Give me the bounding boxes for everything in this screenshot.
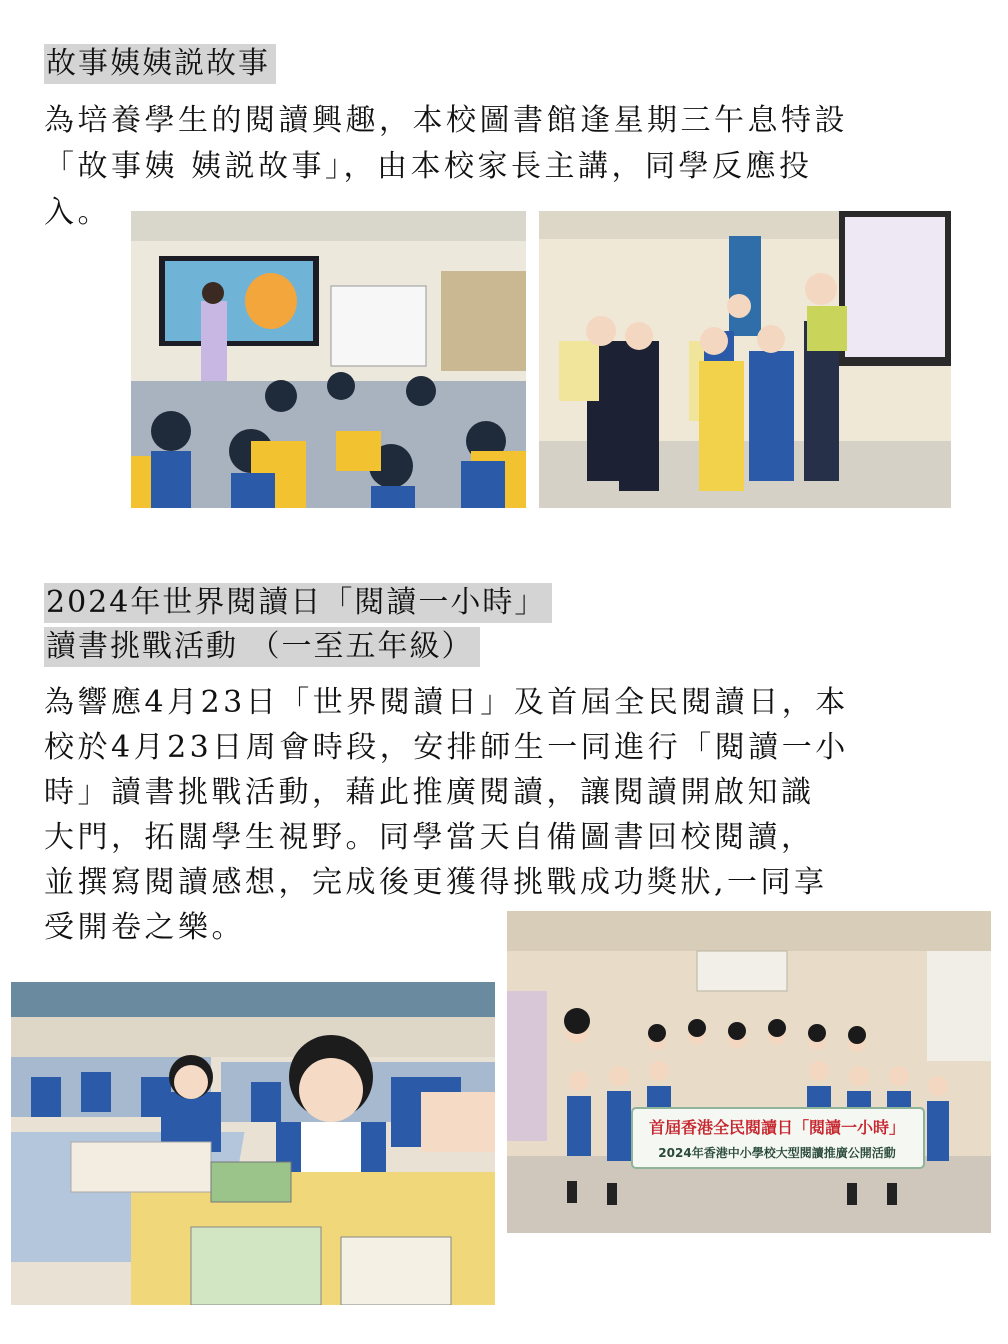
banner-subtitle: 2024年香港中小學校大型閱讀推廣公開活動 [658,1146,896,1160]
paragraph-line: 受開卷之樂。 [44,910,245,945]
reading-day-paragraph [44,680,984,950]
paragraph-line: 時」讀書挑戰活動，藉此推廣閱讀，讓閱讀開啟知識 [44,775,815,810]
paragraph-line: 並撰寫閱讀感想，完成後更獲得挑戰成功獎狀,一同享 [44,865,828,900]
section-heading-reading-day: 2024年世界閱讀日「閱讀一小時」 [44,583,552,623]
photo-reading-day-group [507,911,991,1233]
paragraph-line: 校於4月23日周會時段，安排師生一同進行「閱讀一小 [44,730,849,765]
photo-reading-classroom [11,982,495,1305]
photo-storytelling-group [539,211,951,508]
paragraph-line: 為響應4月23日「世界閱讀日」及首屆全民閱讀日，本 [44,685,849,720]
paragraph-line: 大門，拓闊學生視野。同學當天自備圖書回校閱讀， [44,820,815,855]
paragraph-line: 入。 [44,195,111,230]
banner-title: 首屆香港全民閱讀日「閱讀一小時」 [648,1118,906,1137]
photo-storytelling-classroom [131,211,526,508]
section-subheading-challenge: 讀書挑戰活動 （一至五年級） [44,627,480,667]
paragraph-line: 為培養學生的閱讀興趣，本校圖書館逢星期三午息特設 [44,103,848,138]
paragraph-line: 「故事姨 姨説故事」，由本校家長主講，同學反應投 [44,149,813,184]
section-heading-storytelling: 故事姨姨説故事 [44,44,276,84]
